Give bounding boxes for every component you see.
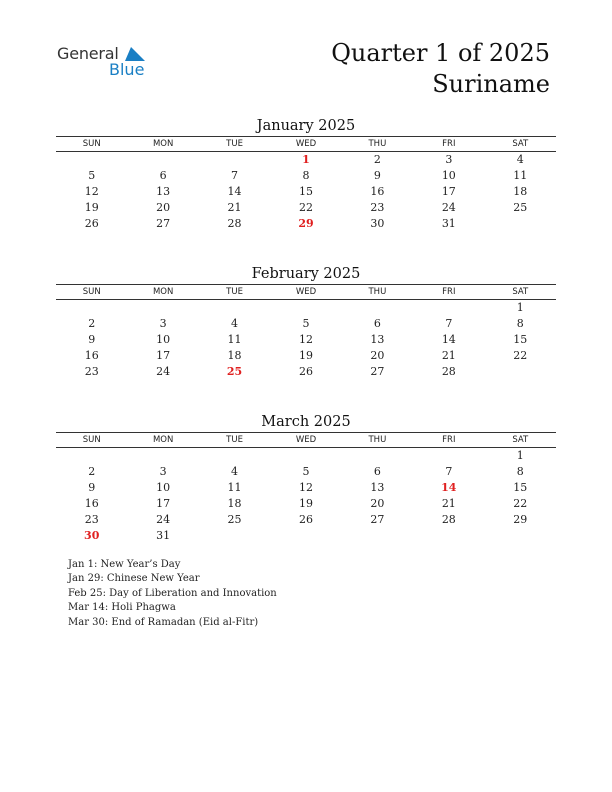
day-cell: 18	[227, 349, 242, 362]
day-cell: 17	[156, 349, 171, 362]
empty-day-cell	[199, 152, 270, 169]
empty-day-cell	[127, 448, 198, 465]
empty-day-cell	[270, 528, 341, 544]
day-cell: 14	[227, 185, 242, 198]
day-cell: 18	[513, 185, 528, 198]
day-cell: 10	[156, 481, 171, 494]
weekday-header: FRI	[413, 433, 484, 448]
day-cell: 22	[298, 201, 313, 214]
day-cell: 30	[84, 529, 100, 542]
empty-day-cell	[56, 448, 127, 465]
holiday-note: Feb 25: Day of Liberation and Innovation	[68, 587, 277, 599]
weekday-header: FRI	[413, 285, 484, 300]
day-cell: 9	[88, 333, 96, 346]
empty-day-cell	[413, 528, 484, 544]
week-row	[56, 216, 556, 232]
quarter-title: Quarter 1 of 2025	[331, 39, 550, 67]
weekday-header: SAT	[485, 137, 556, 152]
day-cell: 24	[441, 201, 456, 214]
empty-day-cell	[56, 300, 127, 317]
day-cell: 27	[370, 365, 385, 378]
day-cell: 12	[298, 481, 313, 494]
day-cell: 18	[227, 497, 242, 510]
week-row	[56, 528, 556, 544]
day-cell: 3	[159, 465, 167, 478]
empty-day-cell	[199, 448, 270, 465]
day-cell: 10	[441, 169, 456, 182]
day-cell: 21	[441, 349, 456, 362]
holiday-list	[68, 558, 277, 630]
day-cell: 22	[513, 349, 528, 362]
day-cell: 16	[84, 497, 99, 510]
day-cell: 31	[156, 529, 171, 542]
holiday-note: Mar 14: Holi Phagwa	[68, 602, 176, 614]
day-cell: 14	[441, 333, 456, 346]
month-grid	[56, 136, 556, 232]
day-cell: 1	[516, 301, 524, 314]
day-cell: 19	[298, 497, 313, 510]
week-row	[56, 512, 556, 528]
empty-day-cell	[485, 528, 556, 544]
weekday-header: MON	[127, 285, 198, 300]
day-cell: 8	[516, 317, 524, 330]
day-cell: 5	[302, 465, 310, 478]
day-cell: 5	[88, 169, 96, 182]
day-cell: 15	[513, 481, 528, 494]
day-cell: 7	[445, 465, 453, 478]
week-row	[56, 316, 556, 332]
weekday-header: WED	[270, 433, 341, 448]
day-cell: 16	[84, 349, 99, 362]
weekday-header: THU	[342, 433, 413, 448]
week-row	[56, 448, 556, 465]
day-cell: 13	[156, 185, 171, 198]
weekday-header: SAT	[485, 433, 556, 448]
weekday-header: THU	[342, 137, 413, 152]
week-row	[56, 348, 556, 364]
day-cell: 23	[84, 513, 99, 526]
day-cell: 16	[370, 185, 385, 198]
day-cell: 29	[298, 217, 314, 230]
week-row	[56, 184, 556, 200]
day-cell: 21	[227, 201, 242, 214]
empty-day-cell	[127, 300, 198, 317]
day-cell: 10	[156, 333, 171, 346]
day-cell: 25	[227, 513, 242, 526]
day-cell: 21	[441, 497, 456, 510]
day-cell: 15	[298, 185, 313, 198]
day-cell: 25	[513, 201, 528, 214]
day-cell: 9	[88, 481, 96, 494]
day-cell: 6	[159, 169, 167, 182]
day-cell: 27	[156, 217, 171, 230]
day-cell: 2	[373, 153, 381, 166]
day-cell: 4	[231, 317, 239, 330]
day-cell: 31	[441, 217, 456, 230]
page-title	[331, 38, 550, 100]
day-cell: 14	[441, 481, 457, 494]
month-grid	[56, 284, 556, 380]
day-cell: 4	[231, 465, 239, 478]
month-grid	[56, 432, 556, 544]
day-cell: 25	[226, 365, 243, 378]
day-cell: 13	[370, 481, 385, 494]
day-cell: 26	[84, 217, 99, 230]
day-cell: 24	[156, 513, 171, 526]
day-cell: 29	[513, 513, 528, 526]
empty-day-cell	[342, 300, 413, 317]
day-cell: 11	[227, 481, 242, 494]
day-cell: 26	[298, 513, 313, 526]
weekday-header: WED	[270, 137, 341, 152]
empty-day-cell	[270, 448, 341, 465]
weekday-header: TUE	[199, 433, 270, 448]
month-calendar-january	[56, 116, 556, 232]
day-cell: 6	[373, 317, 381, 330]
empty-day-cell	[342, 448, 413, 465]
day-cell: 1	[302, 153, 310, 166]
day-cell: 17	[441, 185, 456, 198]
day-cell: 5	[302, 317, 310, 330]
day-cell: 3	[445, 153, 453, 166]
month-name: January 2025	[256, 118, 356, 134]
week-row	[56, 200, 556, 216]
weekday-header: MON	[127, 433, 198, 448]
empty-day-cell	[199, 300, 270, 317]
day-cell: 12	[298, 333, 313, 346]
empty-day-cell	[413, 448, 484, 465]
day-cell: 17	[156, 497, 171, 510]
day-cell: 28	[441, 365, 456, 378]
week-row	[56, 168, 556, 184]
day-cell: 19	[298, 349, 313, 362]
weekday-header: WED	[270, 285, 341, 300]
weekday-header: MON	[127, 137, 198, 152]
day-cell: 9	[373, 169, 381, 182]
empty-day-cell	[270, 300, 341, 317]
day-cell: 4	[516, 153, 524, 166]
month-calendar-february	[56, 264, 556, 380]
day-cell: 8	[516, 465, 524, 478]
day-cell: 3	[159, 317, 167, 330]
day-cell: 24	[156, 365, 171, 378]
weekday-header: SAT	[485, 285, 556, 300]
month-name: March 2025	[261, 414, 351, 430]
day-cell: 28	[441, 513, 456, 526]
weekday-header: THU	[342, 285, 413, 300]
empty-day-cell	[56, 152, 127, 169]
day-cell: 15	[513, 333, 528, 346]
week-row	[56, 496, 556, 512]
day-cell: 26	[298, 365, 313, 378]
day-cell: 23	[370, 201, 385, 214]
weekday-header: TUE	[199, 137, 270, 152]
day-cell: 23	[84, 365, 99, 378]
weekday-header: SUN	[56, 137, 127, 152]
logo-word-blue: Blue	[109, 60, 145, 79]
holiday-note: Jan 29: Chinese New Year	[68, 573, 200, 585]
empty-day-cell	[199, 528, 270, 544]
day-cell: 7	[445, 317, 453, 330]
empty-day-cell	[342, 528, 413, 544]
day-cell: 6	[373, 465, 381, 478]
weekday-header: TUE	[199, 285, 270, 300]
day-cell: 8	[302, 169, 310, 182]
weekday-header: SUN	[56, 433, 127, 448]
day-cell: 20	[156, 201, 171, 214]
month-calendar-march	[56, 412, 556, 544]
empty-day-cell	[413, 300, 484, 317]
week-row	[56, 480, 556, 496]
holiday-note: Jan 1: New Year’s Day	[68, 559, 181, 570]
logo-word-general: General	[57, 44, 119, 63]
country-title: Suriname	[432, 70, 550, 98]
week-row	[56, 152, 556, 169]
day-cell: 7	[231, 169, 239, 182]
day-cell: 11	[513, 169, 528, 182]
day-cell: 19	[84, 201, 99, 214]
day-cell: 20	[370, 349, 385, 362]
week-row	[56, 364, 556, 380]
day-cell: 30	[370, 217, 385, 230]
month-name: February 2025	[251, 266, 361, 282]
empty-day-cell	[485, 216, 556, 232]
day-cell: 20	[370, 497, 385, 510]
holiday-note: Mar 30: End of Ramadan (Eid al-Fitr)	[68, 616, 259, 628]
day-cell: 11	[227, 333, 242, 346]
day-cell: 2	[88, 465, 96, 478]
week-row	[56, 332, 556, 348]
empty-day-cell	[127, 152, 198, 169]
day-cell: 12	[84, 185, 99, 198]
weekday-header: SUN	[56, 285, 127, 300]
day-cell: 2	[88, 317, 96, 330]
day-cell: 13	[370, 333, 385, 346]
week-row	[56, 464, 556, 480]
day-cell: 28	[227, 217, 242, 230]
weekday-header: FRI	[413, 137, 484, 152]
day-cell: 1	[516, 449, 524, 462]
day-cell: 22	[513, 497, 528, 510]
day-cell: 27	[370, 513, 385, 526]
week-row	[56, 300, 556, 317]
generalblue-logo	[57, 44, 157, 84]
empty-day-cell	[485, 364, 556, 380]
